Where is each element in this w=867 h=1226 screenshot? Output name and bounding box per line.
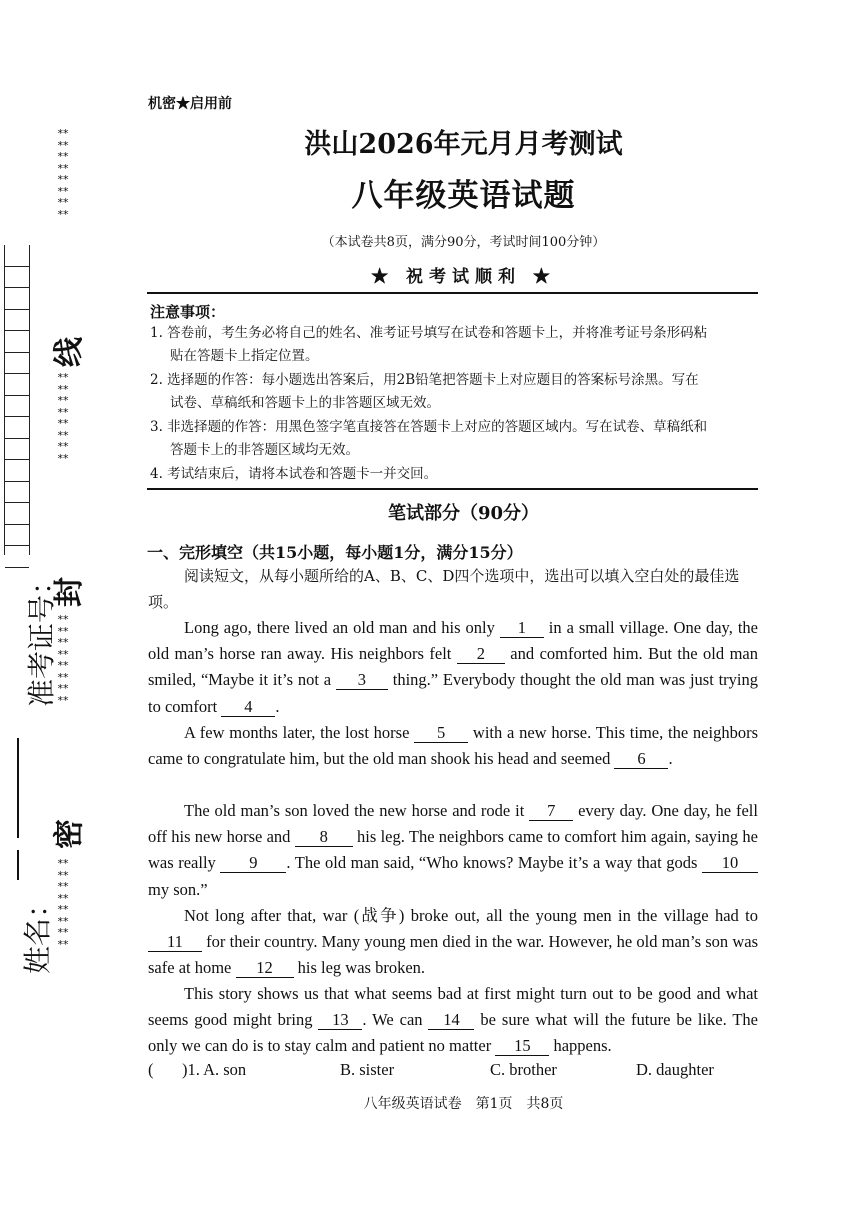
id-box — [5, 460, 29, 482]
id-box — [5, 310, 29, 332]
id-number-label: 准考证号： — [25, 566, 59, 708]
option-d[interactable]: D. daughter — [636, 1060, 714, 1079]
blank-11: 11 — [148, 933, 202, 952]
id-box — [5, 331, 29, 353]
name-line-top — [17, 850, 19, 880]
seal-star-line: **************** — [57, 858, 69, 951]
seal-star-line: **************** — [57, 614, 69, 707]
blank-5: 5 — [414, 724, 468, 743]
option-a[interactable]: )1. A. son — [182, 1060, 247, 1079]
seal-char-line: 线 — [52, 337, 87, 367]
id-box — [5, 417, 29, 439]
blank-14: 14 — [428, 1011, 474, 1030]
passage-paragraph: Long ago, there lived an old man and his only 1 in a small village. One day, the old man’s horse ran away. His neighbors felt 2 and comforted him. But the old man smiled, “Maybe it it’s not a 3 thing.” Everybody thought the old man was just trying to comfort 4 . — [148, 618, 759, 716]
note-item — [150, 416, 760, 462]
note-text-cont: 贴在答题卡上指定位置。 — [170, 348, 319, 364]
exam-subtitle: 八年级英语试题 — [351, 178, 576, 214]
blank-13: 13 — [318, 1011, 362, 1030]
note-text: 4. 考试结束后，请将本试卷和答题卡一并交回。 — [150, 466, 438, 482]
note-text: 1. 答卷前，考生务必将自己的姓名、准考证号填写在试卷和答题卡上，并将准考证号条形码粘 — [150, 325, 708, 341]
seal-star-line: **************** — [57, 372, 69, 465]
blank-4: 4 — [221, 698, 275, 717]
instruction-text: 阅读短文，从每小题所给的A、B、C、D四个选项中，选出可以填入空白处的最佳选项。 — [148, 567, 740, 611]
section-title: 笔试部分（90分） — [387, 503, 540, 524]
note-text-cont: 答题卡上的非答题区域均无效。 — [170, 442, 359, 458]
confidential-label: 机密★启用前 — [148, 96, 232, 112]
passage-paragraph: Not long after that, war (战争) broke out, all the young men in the village had to 11 for their country. Many young men died in the war. However, he old man’s son was safe at home 12 his leg was broken. — [148, 906, 758, 978]
blank-6: 6 — [614, 750, 668, 769]
option-b[interactable]: B. sister — [340, 1060, 395, 1079]
id-box — [5, 353, 29, 375]
name-label: 姓名： — [21, 889, 55, 975]
blessing-text: ★ 祝考试顺利 ★ — [371, 267, 556, 287]
notes-title: 注意事项： — [150, 303, 226, 321]
note-text: 3. 非选择题的作答：用黑色签字笔直接答在答题卡上对应的答题区域内。写在试卷、草稿纸和 — [150, 419, 708, 435]
blank-12: 12 — [236, 959, 294, 978]
exam-info: （本试卷共8页，满分90分，考试时间100分钟） — [321, 235, 606, 250]
note-text-cont: 试卷、草稿纸和答题卡上的非答题区域无效。 — [170, 395, 440, 411]
divider — [147, 292, 758, 294]
option-c[interactable]: C. brother — [490, 1060, 557, 1079]
answer-paren-open: ( — [148, 1060, 154, 1079]
page-footer: 八年级英语试卷 第1页 共8页 — [363, 1096, 564, 1112]
part-title: 一、完形填空（共15小题，每小题1分，满分15分） — [147, 543, 523, 562]
note-item — [150, 369, 760, 415]
id-box — [5, 439, 29, 461]
note-item — [150, 463, 760, 486]
blank-7: 7 — [529, 802, 573, 821]
seal-char-seal: 封 — [52, 577, 87, 607]
blank-3: 3 — [336, 671, 388, 690]
exam-title: 洪山2026年元月月考测试 — [304, 129, 623, 160]
seal-char-secret: 密 — [52, 819, 87, 849]
blank-9: 9 — [220, 854, 286, 873]
id-box — [5, 525, 29, 547]
blank-10: 10 — [702, 854, 758, 873]
blank-2: 2 — [457, 645, 505, 664]
passage-paragraph: The old man’s son loved the new horse and rode it 7 every day. One day, he fell off his new horse and 8 his leg. The neighbors came to comfort him again, saying he was really 9 . The old man said, “Who knows? Maybe it’s a way that gods 10 my son.” — [148, 801, 759, 899]
passage-paragraph: This story shows us that what seems bad at first might turn out to be good and what seems good might bring 13 . We can 14 be sure what will the future be like. The only we can do is to stay calm and patient no matter 15 happens. — [148, 984, 758, 1056]
blank-8: 8 — [295, 828, 353, 847]
note-text: 2. 选择题的作答：每小题选出答案后，用2B铅笔把答题卡上对应题目的答案标号涂黑。写在 — [150, 372, 699, 388]
blank-1: 1 — [500, 619, 544, 638]
id-number-line — [17, 738, 19, 838]
blank-15: 15 — [495, 1037, 549, 1056]
id-box — [5, 396, 29, 418]
question-1 — [148, 1060, 758, 1084]
divider — [147, 488, 758, 490]
passage-paragraph: A few months later, the lost horse 5 with a new horse. This time, the neighbors came to congratulate him, but the old man shook his head and seemed 6 . — [148, 723, 758, 769]
id-box — [5, 374, 29, 396]
id-box — [5, 546, 29, 568]
id-box — [5, 288, 29, 310]
note-item — [150, 322, 760, 368]
seal-star-line: **************** — [57, 128, 69, 221]
